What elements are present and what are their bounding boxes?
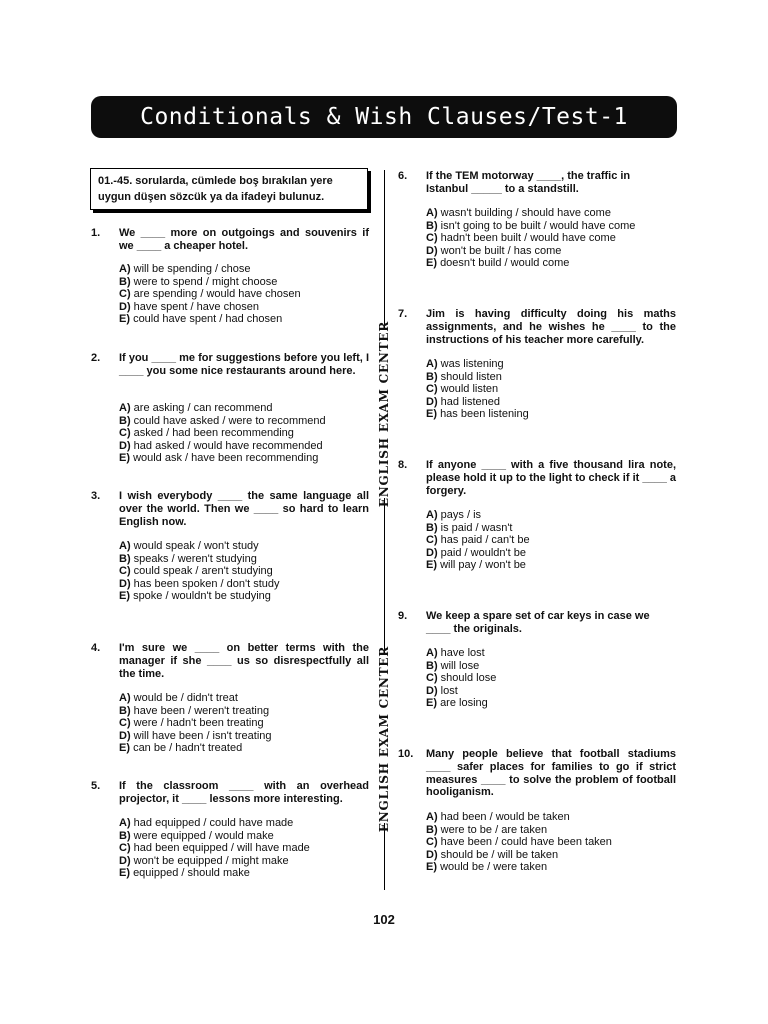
option-a[interactable]: A) are asking / can recommend bbox=[119, 402, 273, 414]
option-c[interactable]: C) were / hadn't been treating bbox=[119, 717, 264, 730]
question-stem: If the TEM motorway ____, the traffic in Istanbul _____ to a standstill. bbox=[426, 170, 631, 195]
option-e[interactable]: E) can be / hadn't treated bbox=[119, 742, 243, 755]
option-a[interactable]: A) had equipped / could have made bbox=[119, 817, 294, 829]
option-b[interactable]: B) speaks / weren't studying bbox=[119, 552, 257, 565]
option-b[interactable]: B) were equipped / would make bbox=[119, 829, 274, 842]
option-a[interactable]: A) will be spending / chose bbox=[119, 263, 251, 275]
question-stem: I wish everybody ____ the same language all over the world. Then we ____ so hard to learn English now. bbox=[119, 490, 369, 528]
option-d[interactable]: D) had listened bbox=[426, 395, 500, 408]
option-b[interactable]: B) could have asked / were to recommend bbox=[119, 414, 326, 427]
side-label-top bbox=[376, 320, 393, 508]
option-b[interactable]: B) will lose bbox=[426, 659, 480, 672]
question-number: 7. bbox=[398, 308, 408, 320]
option-c[interactable]: C) have been / could have been taken bbox=[426, 836, 612, 849]
option-d[interactable]: D) should be / will be taken bbox=[426, 848, 559, 861]
question-number: 9. bbox=[398, 610, 408, 622]
option-e[interactable]: E) equipped / should make bbox=[119, 867, 250, 880]
option-c[interactable]: C) would listen bbox=[426, 383, 499, 396]
option-e[interactable]: E) has been listening bbox=[426, 408, 529, 421]
option-e[interactable]: E) would ask / have been recommending bbox=[119, 452, 319, 465]
question-stem: Many people believe that football stadiums ____ safer places for families to go if strict measures ____ to solve the problem of football hooliganism. bbox=[426, 748, 676, 799]
option-b[interactable]: B) should listen bbox=[426, 370, 502, 383]
instructions-box: 01.-45. sorularda, cümlede boş bırakılan yere uygun düşen sözcük ya da ifadeyi bulunuz. bbox=[90, 168, 368, 210]
side-label-bottom bbox=[376, 645, 393, 833]
option-e[interactable]: E) spoke / wouldn't be studying bbox=[119, 590, 271, 603]
page-number: 102 bbox=[373, 912, 395, 927]
option-a[interactable]: A) would speak / won't study bbox=[119, 540, 259, 552]
option-c[interactable]: C) could speak / aren't studying bbox=[119, 565, 273, 578]
question-stem: If you ____ me for suggestions before you left, I ____ you some nice restaurants around here. bbox=[119, 352, 369, 377]
option-c[interactable]: C) should lose bbox=[426, 672, 497, 685]
option-b[interactable]: B) were to be / are taken bbox=[426, 823, 548, 836]
option-d[interactable]: D) had asked / would have recommended bbox=[119, 439, 323, 452]
option-a[interactable]: A) was listening bbox=[426, 358, 504, 370]
option-d[interactable]: D) have spent / have chosen bbox=[119, 300, 260, 313]
question-stem: We keep a spare set of car keys in case we ____ the originals. bbox=[426, 610, 650, 635]
option-a[interactable]: A) have lost bbox=[426, 647, 485, 659]
question-number: 6. bbox=[398, 170, 408, 182]
option-d[interactable]: D) won't be equipped / might make bbox=[119, 854, 289, 867]
side-label-text: ENGLISH EXAM CENTER bbox=[377, 645, 392, 833]
option-b[interactable]: B) isn't going to be built / would have come bbox=[426, 219, 636, 232]
option-c[interactable]: C) hadn't been built / would have come bbox=[426, 232, 616, 245]
question-stem: If the classroom ____ with an overhead projector, it ____ lessons more interesting. bbox=[119, 780, 369, 805]
option-d[interactable]: D) has been spoken / don't study bbox=[119, 577, 280, 590]
question-number: 4. bbox=[91, 642, 101, 654]
question-stem: We ____ more on outgoings and souvenirs if we ____ a cheaper hotel. bbox=[119, 227, 369, 252]
side-label-text: ENGLISH EXAM CENTER bbox=[377, 320, 392, 508]
option-c[interactable]: C) are spending / would have chosen bbox=[119, 288, 301, 301]
option-d[interactable]: D) will have been / isn't treating bbox=[119, 729, 272, 742]
question-stem: I'm sure we ____ on better terms with the manager if she ____ us so disrespectfully all the time. bbox=[119, 642, 369, 680]
question-number: 1. bbox=[91, 227, 101, 239]
option-a[interactable]: A) pays / is bbox=[426, 509, 482, 521]
option-d[interactable]: D) won't be built / has come bbox=[426, 244, 562, 257]
option-e[interactable]: E) are losing bbox=[426, 697, 488, 710]
question-stem: Jim is having difficulty doing his maths assignments, and he wishes he ____ to the instructions of his teacher more carefully. bbox=[426, 308, 676, 346]
option-c[interactable]: C) had been equipped / will have made bbox=[119, 842, 310, 855]
option-e[interactable]: E) could have spent / had chosen bbox=[119, 313, 283, 326]
test-title: Conditionals & Wish Clauses/Test-1 bbox=[91, 96, 677, 138]
question-number: 8. bbox=[398, 459, 408, 471]
option-a[interactable]: A) would be / didn't treat bbox=[119, 692, 238, 704]
option-b[interactable]: B) is paid / wasn't bbox=[426, 521, 513, 534]
option-e[interactable]: E) would be / were taken bbox=[426, 861, 548, 874]
option-c[interactable]: C) asked / had been recommending bbox=[119, 427, 294, 440]
option-e[interactable]: E) doesn't build / would come bbox=[426, 257, 570, 270]
option-d[interactable]: D) paid / wouldn't be bbox=[426, 546, 526, 559]
question-number: 3. bbox=[91, 490, 101, 502]
option-c[interactable]: C) has paid / can't be bbox=[426, 534, 530, 547]
option-b[interactable]: B) were to spend / might choose bbox=[119, 275, 278, 288]
option-d[interactable]: D) lost bbox=[426, 684, 458, 697]
question-number: 10. bbox=[398, 748, 414, 760]
question-stem: If anyone ____ with a five thousand lira note, please hold it up to the light to check if it ____ a forgery. bbox=[426, 459, 676, 497]
question-number: 2. bbox=[91, 352, 101, 364]
option-a[interactable]: A) had been / would be taken bbox=[426, 811, 570, 823]
option-a[interactable]: A) wasn't building / should have come bbox=[426, 207, 611, 219]
question-number: 5. bbox=[91, 780, 101, 792]
option-b[interactable]: B) have been / weren't treating bbox=[119, 704, 270, 717]
option-e[interactable]: E) will pay / won't be bbox=[426, 559, 526, 572]
